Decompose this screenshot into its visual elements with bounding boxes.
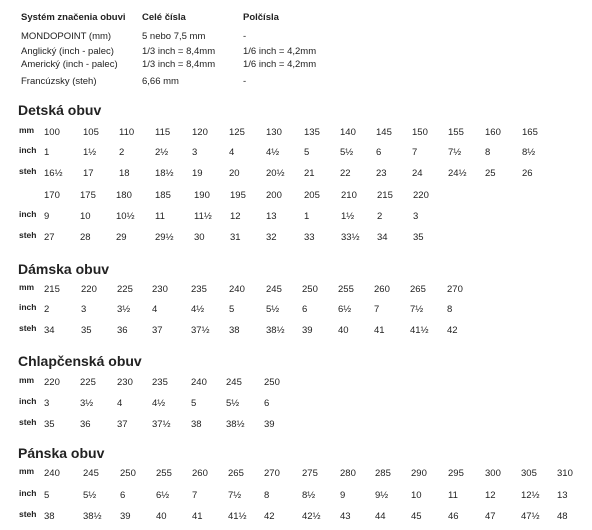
size-cell-inch: 11½ <box>194 211 212 222</box>
size-cell-inch: 2 <box>119 147 125 158</box>
row-label-steh: steh <box>19 230 37 240</box>
size-cell-steh: 27 <box>44 232 55 243</box>
size-cell-inch: 8 <box>264 490 270 501</box>
section-title-detska: Detská obuv <box>18 102 102 118</box>
size-cell-inch: 4 <box>117 398 123 409</box>
size-cell-inch: 12½ <box>521 490 540 501</box>
size-cell-steh: 22 <box>340 168 351 179</box>
size-cell-steh: 46 <box>448 511 459 522</box>
size-cell-steh: 26 <box>522 168 533 179</box>
size-cell-mm: 180 <box>116 190 132 201</box>
size-cell-inch: 6½ <box>338 304 352 315</box>
size-cell-mm: 240 <box>229 284 245 295</box>
size-cell-mm: 110 <box>119 127 135 138</box>
size-cell-steh: 20 <box>229 168 240 179</box>
size-cell-steh: 35 <box>81 325 92 336</box>
row-label-inch: inch <box>19 209 37 219</box>
size-cell-inch: 7½ <box>410 304 424 315</box>
size-cell-steh: 16½ <box>44 168 63 179</box>
size-cell-inch: 9 <box>44 211 50 222</box>
size-cell-mm: 245 <box>266 284 282 295</box>
size-cell-mm: 230 <box>152 284 168 295</box>
intro-row-whole: 1/3 inch = 8,4mm <box>142 46 216 57</box>
size-cell-mm: 250 <box>120 468 136 479</box>
size-cell-steh: 19 <box>192 168 203 179</box>
size-cell-inch: 8 <box>447 304 453 315</box>
size-cell-inch: 3½ <box>80 398 94 409</box>
size-cell-inch: 5½ <box>266 304 280 315</box>
size-cell-steh: 40 <box>338 325 349 336</box>
size-cell-inch: 2 <box>44 304 50 315</box>
size-cell-steh: 37 <box>117 419 128 430</box>
size-cell-inch: 6 <box>376 147 382 158</box>
size-cell-mm: 100 <box>44 127 60 138</box>
size-cell-steh: 41 <box>374 325 385 336</box>
size-cell-inch: 7½ <box>448 147 462 158</box>
size-cell-inch: 7½ <box>228 490 242 501</box>
size-cell-steh: 38 <box>191 419 202 430</box>
size-cell-steh: 47½ <box>521 511 540 522</box>
size-cell-inch: 6 <box>302 304 308 315</box>
size-cell-mm: 245 <box>83 468 99 479</box>
size-cell-inch: 3 <box>81 304 87 315</box>
size-cell-mm: 240 <box>191 377 207 388</box>
size-cell-steh: 48 <box>557 511 568 522</box>
size-cell-mm: 160 <box>485 127 501 138</box>
section-title-panska: Pánska obuv <box>18 445 105 461</box>
size-cell-mm: 190 <box>194 190 210 201</box>
size-cell-mm: 200 <box>266 190 282 201</box>
intro-header-system: Systém značenia obuvi <box>21 12 126 23</box>
size-cell-mm: 220 <box>413 190 429 201</box>
size-cell-mm: 210 <box>341 190 357 201</box>
size-cell-steh: 43 <box>340 511 351 522</box>
size-cell-mm: 310 <box>557 468 573 479</box>
row-label-steh: steh <box>19 166 37 176</box>
size-cell-mm: 155 <box>448 127 464 138</box>
size-cell-inch: 4 <box>229 147 235 158</box>
size-cell-steh: 45 <box>411 511 422 522</box>
size-cell-steh: 38½ <box>226 419 245 430</box>
size-cell-inch: 2½ <box>155 147 169 158</box>
size-cell-steh: 37½ <box>191 325 210 336</box>
size-cell-mm: 240 <box>44 468 60 479</box>
row-label-inch: inch <box>19 396 37 406</box>
intro-row-system: Francúzsky (steh) <box>21 76 97 87</box>
size-cell-steh: 41 <box>192 511 203 522</box>
intro-row-half: 1/6 inch = 4,2mm <box>243 46 317 57</box>
intro-header-half: Polčísla <box>243 12 279 23</box>
size-cell-mm: 220 <box>44 377 60 388</box>
size-cell-mm: 305 <box>521 468 537 479</box>
intro-row-whole: 6,66 mm <box>142 76 179 87</box>
size-cell-inch: 7 <box>192 490 198 501</box>
size-cell-inch: 9 <box>340 490 346 501</box>
size-cell-inch: 8½ <box>522 147 536 158</box>
row-label-mm: mm <box>19 125 35 135</box>
size-cell-inch: 8½ <box>302 490 316 501</box>
size-cell-steh: 30 <box>194 232 205 243</box>
intro-row-system: Americký (inch - palec) <box>21 59 118 70</box>
size-cell-mm: 270 <box>447 284 463 295</box>
size-cell-mm: 235 <box>152 377 168 388</box>
size-cell-mm: 300 <box>485 468 501 479</box>
intro-row-half: - <box>243 31 247 42</box>
size-cell-inch: 2 <box>377 211 383 222</box>
size-cell-steh: 31 <box>230 232 241 243</box>
size-cell-mm: 205 <box>304 190 320 201</box>
intro-header-whole: Celé čísla <box>142 12 186 23</box>
row-label-steh: steh <box>19 323 37 333</box>
size-cell-inch: 6½ <box>156 490 170 501</box>
size-cell-inch: 5½ <box>226 398 240 409</box>
size-cell-steh: 38½ <box>266 325 285 336</box>
size-cell-mm: 280 <box>340 468 356 479</box>
size-cell-steh: 24½ <box>448 168 467 179</box>
size-cell-inch: 3 <box>192 147 198 158</box>
size-cell-mm: 185 <box>155 190 171 201</box>
size-cell-inch: 5 <box>191 398 197 409</box>
size-cell-inch: 3½ <box>117 304 131 315</box>
size-cell-steh: 41½ <box>228 511 247 522</box>
size-cell-mm: 170 <box>44 190 60 201</box>
size-cell-steh: 39 <box>302 325 313 336</box>
size-cell-steh: 17 <box>83 168 94 179</box>
row-label-mm: mm <box>19 282 35 292</box>
size-cell-mm: 260 <box>374 284 390 295</box>
size-cell-mm: 255 <box>338 284 354 295</box>
size-cell-steh: 38 <box>44 511 55 522</box>
size-cell-mm: 115 <box>155 127 171 138</box>
size-cell-steh: 23 <box>376 168 387 179</box>
size-cell-steh: 29 <box>116 232 127 243</box>
size-cell-inch: 11 <box>448 490 458 501</box>
size-cell-mm: 270 <box>264 468 280 479</box>
size-cell-steh: 39 <box>120 511 131 522</box>
size-cell-mm: 130 <box>266 127 282 138</box>
intro-row-system: Anglický (inch - palec) <box>21 46 114 57</box>
size-cell-inch: 1 <box>304 211 310 222</box>
size-cell-mm: 265 <box>410 284 426 295</box>
size-cell-steh: 24 <box>412 168 423 179</box>
size-cell-inch: 13 <box>266 211 277 222</box>
row-label-steh: steh <box>19 417 37 427</box>
size-cell-inch: 12 <box>230 211 241 222</box>
size-cell-mm: 235 <box>191 284 207 295</box>
size-cell-inch: 4½ <box>152 398 166 409</box>
size-cell-inch: 10½ <box>116 211 135 222</box>
size-cell-steh: 36 <box>117 325 128 336</box>
size-cell-inch: 7 <box>412 147 418 158</box>
size-cell-inch: 4½ <box>191 304 205 315</box>
size-cell-inch: 5½ <box>340 147 354 158</box>
size-cell-steh: 33 <box>304 232 315 243</box>
size-cell-steh: 34 <box>44 325 55 336</box>
size-cell-steh: 35 <box>44 419 55 430</box>
size-cell-mm: 255 <box>156 468 172 479</box>
size-cell-mm: 140 <box>340 127 356 138</box>
size-cell-steh: 29½ <box>155 232 174 243</box>
size-cell-mm: 225 <box>80 377 96 388</box>
row-label-mm: mm <box>19 375 35 385</box>
size-cell-steh: 42½ <box>302 511 321 522</box>
size-cell-steh: 37½ <box>152 419 171 430</box>
size-cell-mm: 165 <box>522 127 538 138</box>
size-cell-inch: 7 <box>374 304 380 315</box>
size-cell-mm: 135 <box>304 127 320 138</box>
size-cell-steh: 41½ <box>410 325 429 336</box>
size-cell-mm: 220 <box>81 284 97 295</box>
size-cell-inch: 4 <box>152 304 158 315</box>
intro-row-half: 1/6 inch = 4,2mm <box>243 59 317 70</box>
row-label-inch: inch <box>19 302 37 312</box>
size-cell-mm: 215 <box>44 284 60 295</box>
size-cell-steh: 38 <box>229 325 240 336</box>
intro-row-half: - <box>243 76 247 87</box>
size-cell-steh: 40 <box>156 511 167 522</box>
size-cell-steh: 39 <box>264 419 275 430</box>
size-cell-inch: 6 <box>264 398 270 409</box>
size-cell-steh: 33½ <box>341 232 360 243</box>
size-cell-inch: 13 <box>557 490 568 501</box>
row-label-inch: inch <box>19 145 37 155</box>
size-cell-inch: 1½ <box>83 147 97 158</box>
size-cell-steh: 38½ <box>83 511 102 522</box>
size-cell-steh: 20½ <box>266 168 285 179</box>
intro-row-whole: 5 nebo 7,5 mm <box>142 31 206 42</box>
size-cell-mm: 275 <box>302 468 318 479</box>
size-cell-steh: 42 <box>264 511 275 522</box>
size-cell-inch: 5 <box>44 490 50 501</box>
size-cell-steh: 37 <box>152 325 163 336</box>
row-label-mm: mm <box>19 466 35 476</box>
row-label-steh: steh <box>19 509 37 519</box>
size-cell-inch: 4½ <box>266 147 280 158</box>
size-cell-inch: 5½ <box>83 490 97 501</box>
size-cell-inch: 3 <box>44 398 50 409</box>
size-cell-steh: 18½ <box>155 168 174 179</box>
size-cell-mm: 285 <box>375 468 391 479</box>
size-cell-steh: 32 <box>266 232 277 243</box>
size-cell-inch: 10 <box>411 490 422 501</box>
size-cell-mm: 290 <box>411 468 427 479</box>
size-cell-mm: 215 <box>377 190 393 201</box>
intro-row-whole: 1/3 inch = 8,4mm <box>142 59 216 70</box>
size-cell-mm: 250 <box>302 284 318 295</box>
size-cell-steh: 35 <box>413 232 424 243</box>
size-cell-inch: 3 <box>413 211 419 222</box>
size-cell-mm: 225 <box>117 284 133 295</box>
size-cell-mm: 175 <box>80 190 96 201</box>
size-cell-steh: 47 <box>485 511 496 522</box>
size-cell-steh: 36 <box>80 419 91 430</box>
row-label-inch: inch <box>19 488 37 498</box>
size-cell-mm: 150 <box>412 127 428 138</box>
size-cell-mm: 145 <box>376 127 392 138</box>
size-cell-mm: 125 <box>229 127 245 138</box>
size-cell-mm: 120 <box>192 127 208 138</box>
size-cell-inch: 11 <box>155 211 165 222</box>
size-cell-inch: 9½ <box>375 490 389 501</box>
size-cell-steh: 18 <box>119 168 130 179</box>
size-cell-steh: 25 <box>485 168 496 179</box>
size-cell-inch: 5 <box>304 147 310 158</box>
size-cell-inch: 5 <box>229 304 235 315</box>
size-cell-inch: 1½ <box>341 211 355 222</box>
size-cell-mm: 260 <box>192 468 208 479</box>
size-cell-inch: 8 <box>485 147 491 158</box>
size-cell-inch: 1 <box>44 147 50 158</box>
section-title-chlapcenska: Chlapčenská obuv <box>18 353 142 369</box>
size-cell-inch: 12 <box>485 490 496 501</box>
size-cell-steh: 44 <box>375 511 386 522</box>
size-cell-mm: 295 <box>448 468 464 479</box>
size-cell-mm: 105 <box>83 127 99 138</box>
size-cell-mm: 265 <box>228 468 244 479</box>
size-cell-steh: 21 <box>304 168 315 179</box>
size-cell-inch: 10 <box>80 211 91 222</box>
size-cell-mm: 230 <box>117 377 133 388</box>
size-cell-steh: 42 <box>447 325 458 336</box>
size-cell-mm: 245 <box>226 377 242 388</box>
size-cell-mm: 250 <box>264 377 280 388</box>
size-cell-steh: 28 <box>80 232 91 243</box>
section-title-damska: Dámska obuv <box>18 261 110 277</box>
size-cell-steh: 34 <box>377 232 388 243</box>
size-cell-inch: 6 <box>120 490 126 501</box>
size-cell-mm: 195 <box>230 190 246 201</box>
intro-row-system: MONDOPOINT (mm) <box>21 31 112 42</box>
